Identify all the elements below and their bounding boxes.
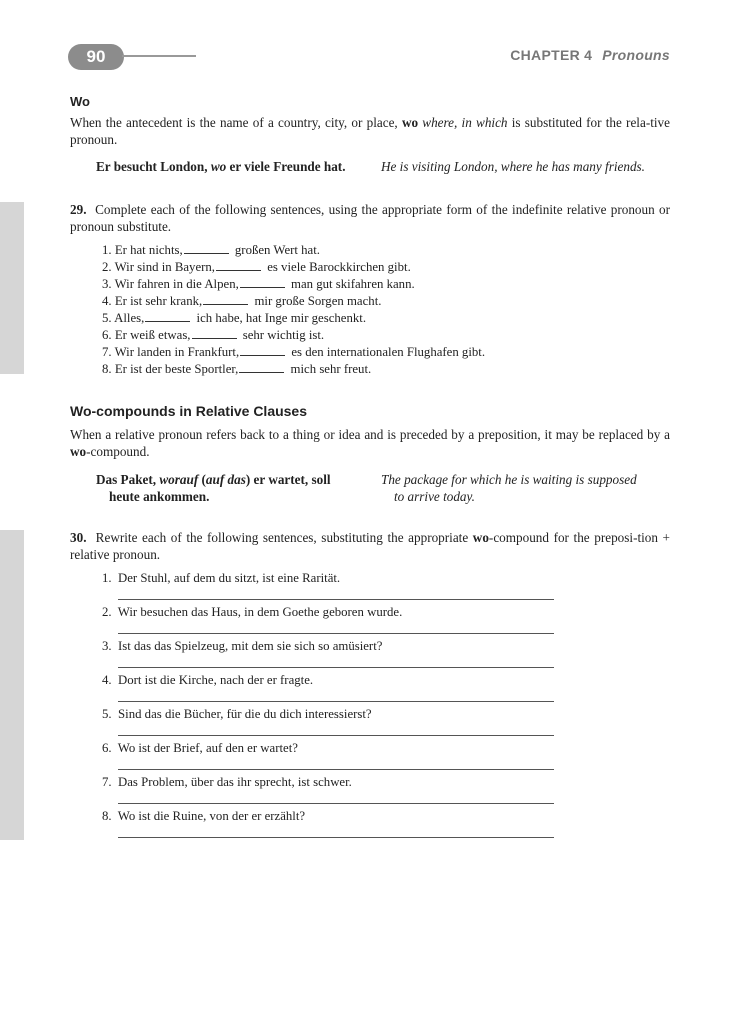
exercise-29-item [102,327,485,344]
page-number-badge: 90 [68,44,124,70]
exercise-29-list [102,242,485,378]
item-text-before: Er ist der beste Sportler, [114,362,239,376]
intro-text-end: is substituted for the rela-tive pronoun. [70,115,670,147]
exercise-29-item [102,276,485,293]
exercise-29-instruction [70,201,670,235]
intro-wo: wo [401,115,419,130]
exercise-number: 30. [70,530,87,545]
answer-blank[interactable] [239,363,284,373]
item-text-after: es viele Barockkirchen gibt. [267,260,411,274]
item-text: Ist das das Spielzeug, mit dem sie sich so amüsiert? [118,639,383,653]
item-text-before: Wir fahren in die Alpen, [114,277,239,291]
item-text: Der Stuhl, auf dem du sitzt, ist eine Rarität. [118,571,341,585]
answer-line[interactable] [118,633,554,634]
exercise-29-item [102,242,485,259]
exercise-30-item [102,673,313,688]
answer-line[interactable] [118,701,554,702]
item-text-before: Er hat nichts, [114,243,183,257]
item-number: 6. [102,741,112,755]
chapter-title: Pronouns [602,47,670,63]
item-text-after: es den internationalen Flughafen gibt. [291,345,486,359]
example-de-line2: heute ankommen. [109,489,210,504]
answer-blank[interactable] [203,295,248,305]
item-number: 2. [102,605,112,619]
running-header [510,47,670,63]
item-text-before: Alles, [114,311,145,325]
item-number: 3. [102,277,112,291]
item-text-after: ich habe, hat Inge mir geschenkt. [196,311,367,325]
item-number: 3. [102,639,112,653]
item-number: 1. [102,243,112,257]
intro-where: where, in which [422,115,508,130]
exercise-29-item [102,310,485,327]
item-text: Wo ist die Ruine, von der er erzählt? [117,809,306,823]
example-aufdas: auf das [205,472,246,487]
item-text-after: mir große Sorgen macht. [254,294,382,308]
answer-blank[interactable] [216,261,261,271]
item-text-before: Er weiß etwas, [114,328,191,342]
wo-intro-paragraph [70,114,670,148]
answer-line[interactable] [118,803,554,804]
answer-blank[interactable] [145,312,190,322]
example-en-line2: to arrive today. [394,489,475,504]
exercise-30-item [102,775,352,790]
item-number: 7. [102,345,112,359]
item-text: Sind das die Bücher, für die du dich interessierst? [118,707,372,721]
instruction-text-end: -compound for the preposi-tion + relative pronoun. [70,530,670,562]
example-part: ) er wartet, soll [245,472,331,487]
item-text-before: Er ist sehr krank, [114,294,203,308]
example-de-line1 [96,471,331,488]
example-worauf: worauf [159,472,199,487]
item-text: Wir besuchen das Haus, in dem Goethe geboren wurde. [117,605,403,619]
instruction-wo: wo [472,530,489,545]
wo-compound-example-english [381,471,637,505]
item-number: 5. [102,311,112,325]
item-number: 4. [102,673,112,687]
item-text: Wo ist der Brief, auf den er wartet? [117,741,298,755]
exercise-30-item [102,571,340,586]
exercise-29-item [102,259,485,276]
example-part: ( [198,472,206,487]
answer-blank[interactable] [184,244,229,254]
item-text-after: mich sehr freut. [290,362,372,376]
wo-example-german [96,159,346,175]
item-text: Das Problem, über das ihr sprecht, ist schwer. [118,775,352,789]
example-part: Das Paket, [96,472,160,487]
instruction-text: Rewrite each of the following sentences, substituting the appropriate [95,530,473,545]
intro-wo: wo [70,444,87,459]
exercise-29-item [102,361,485,378]
side-tab-lower [0,530,24,840]
item-number: 4. [102,294,112,308]
answer-blank[interactable] [192,329,237,339]
chapter-label: CHAPTER 4 [510,47,593,63]
section-heading-wo: Wo [70,94,90,109]
item-text-before: Wir landen in Frankfurt, [114,345,240,359]
item-number: 6. [102,328,112,342]
exercise-30-instruction [70,529,670,563]
item-text-before: Wir sind in Bayern, [114,260,215,274]
side-tab-upper [0,202,24,374]
example-de-end: er viele Freunde hat. [226,159,346,174]
instruction-text: Complete each of the following sentences, using the appropriate form of the indefinite relative pronoun or pronoun substitute. [70,202,671,234]
answer-line[interactable] [118,599,554,600]
answer-line[interactable] [118,837,554,838]
item-text-after: sehr wichtig ist. [242,328,325,342]
item-number: 8. [102,362,112,376]
section-heading-wo-compounds: Wo-compounds in Relative Clauses [70,403,308,419]
item-number: 2. [102,260,112,274]
answer-line[interactable] [118,667,554,668]
exercise-30-item [102,707,372,722]
answer-line[interactable] [118,735,554,736]
wo-compounds-intro [70,426,670,460]
exercise-30-item [102,741,298,756]
exercise-30-item [102,639,382,654]
item-number: 8. [102,809,112,823]
answer-blank[interactable] [240,278,285,288]
item-text-after: man gut skifahren kann. [291,277,415,291]
intro-text: When a relative pronoun refers back to a thing or idea and is preceded by a preposition, it may be replaced by a [70,427,670,442]
exercise-30-item [102,605,402,620]
exercise-29-item [102,293,485,310]
item-text-after: großen Wert hat. [234,243,320,257]
exercise-30-item [102,809,305,824]
item-number: 5. [102,707,112,721]
answer-line[interactable] [118,769,554,770]
item-number: 1. [102,571,112,585]
intro-text: When the antecedent is the name of a country, city, or place, [70,115,402,130]
item-number: 7. [102,775,112,789]
wo-example-english: He is visiting London, where he has many friends. [381,159,645,174]
item-text: Dort ist die Kirche, nach der er fragte. [118,673,314,687]
intro-text-end: -compound. [86,444,150,459]
wo-compound-example-german [96,471,331,505]
example-de-text: Er besucht London, [96,159,211,174]
exercise-29-item [102,344,485,361]
example-de-wo: wo [210,159,227,174]
header-rule [122,55,196,57]
answer-blank[interactable] [240,346,285,356]
exercise-number: 29. [70,202,87,217]
example-en-line1: The package for which he is waiting is supposed [381,472,637,487]
